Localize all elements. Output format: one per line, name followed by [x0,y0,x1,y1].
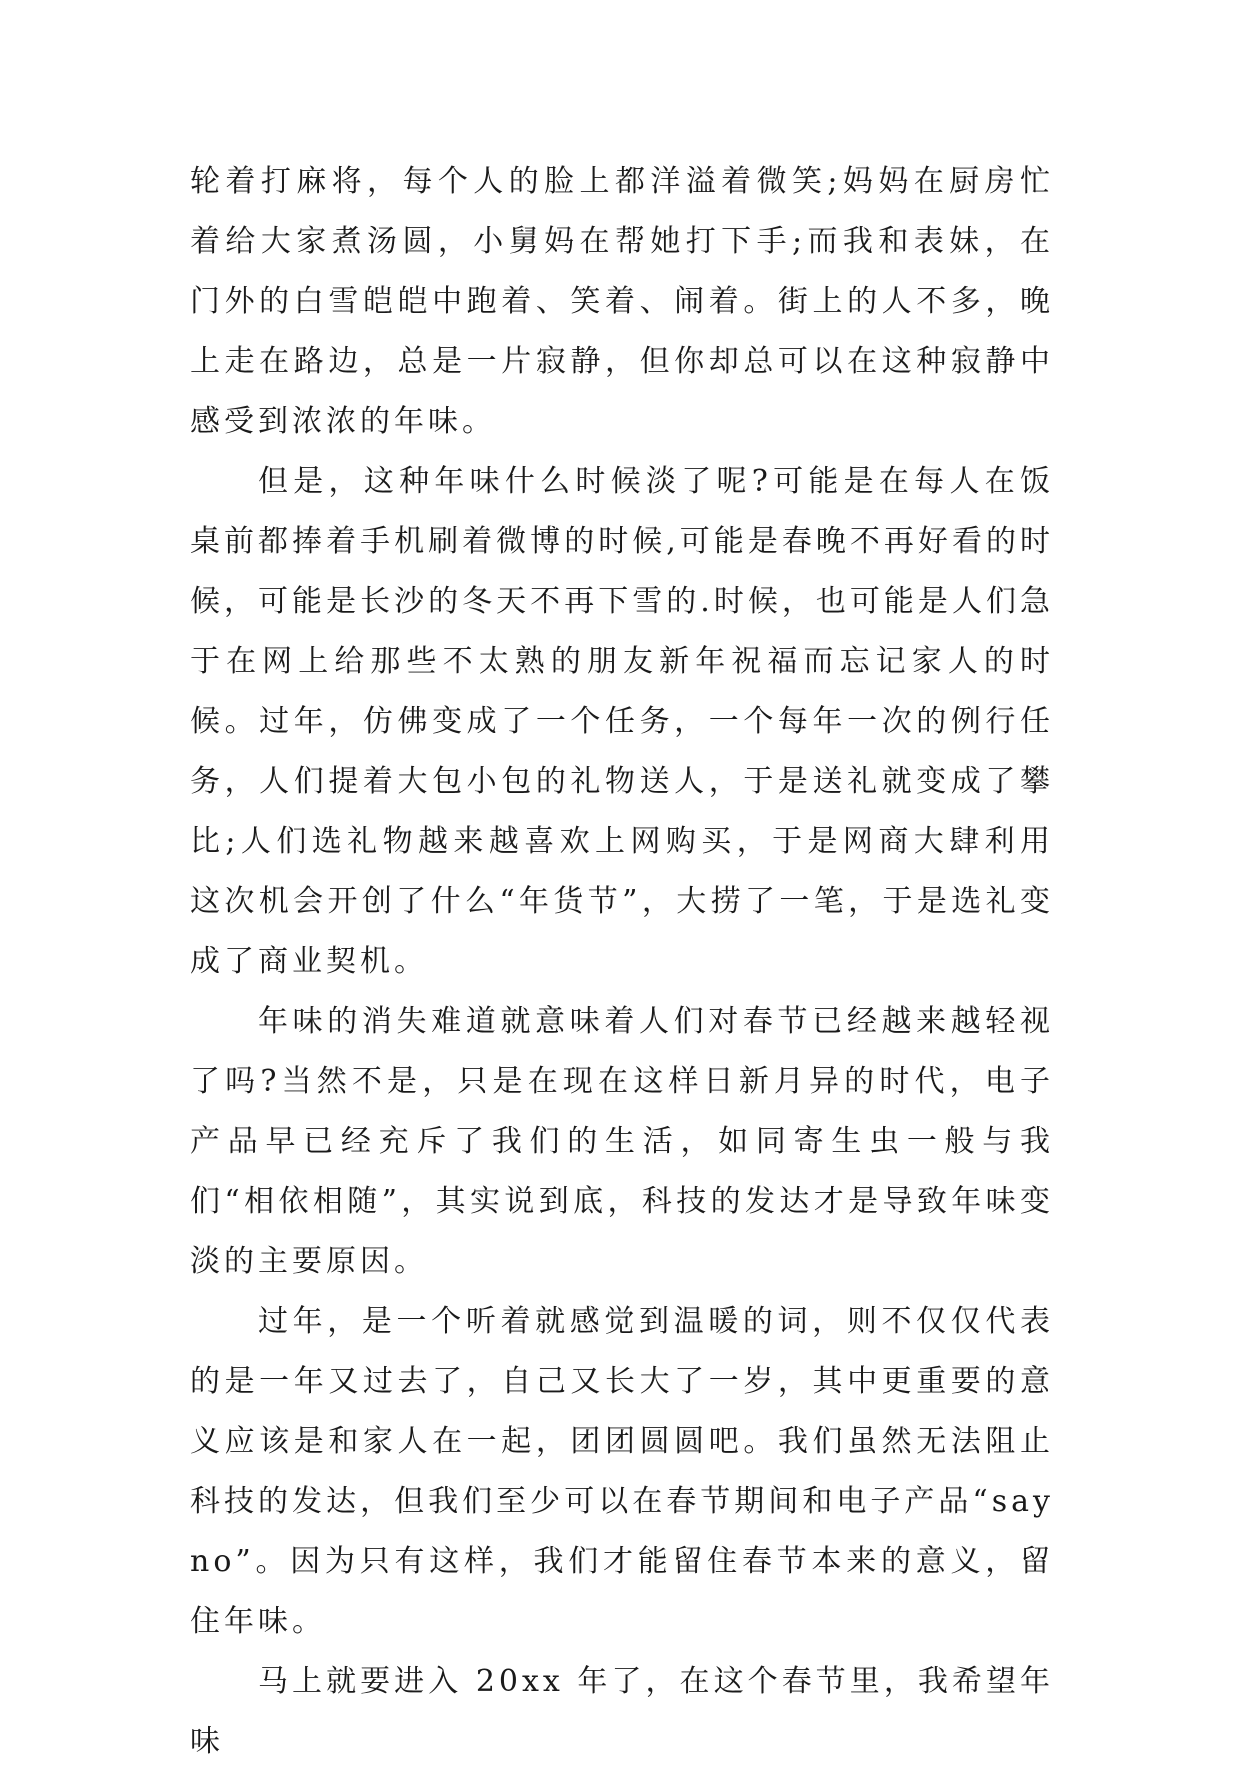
paragraph-5: 马上就要进入 20xx 年了，在这个春节里，我希望年味 [190,1664,1054,1759]
document-body [190,152,1054,1772]
paragraph-4: 过年，是一个听着就感觉到温暖的词，则不仅仅代表的是一年又过去了，自己又长大了一岁，其中更重要的意义应该是和家人在一起，团团圆圆吧。我们虽然无法阻止科技的发达，但我们至少可以在春节期间和电子产品“sayno”。因为只有这样，我们才能留住春节本来的意义，留住年味。 [190,1304,1054,1639]
paragraph-2: 但是，这种年味什么时候淡了呢?可能是在每人在饭桌前都捧着手机刷着微博的时候,可能是春晚不再好看的时候，可能是长沙的冬天不再下雪的.时候，也可能是人们急于在网上给那些不太熟的朋友新年祝福而忘记家人的时候。过年，仿佛变成了一个任务，一个每年一次的例行任务，人们提着大包小包的礼物送人，于是送礼就变成了攀比;人们选礼物越来越喜欢上网购买，于是网商大肆利用这次机会开创了什么“年货节”，大捞了一笔，于是选礼变成了商业契机。 [190,464,1054,979]
paragraph-3: 年味的消失难道就意味着人们对春节已经越来越轻视了吗?当然不是，只是在现在这样日新月异的时代，电子产品早已经充斥了我们的生活，如同寄生虫一般与我们“相依相随”，其实说到底，科技的发达才是导致年味变淡的主要原因。 [190,1004,1054,1279]
paragraph-1: 轮着打麻将，每个人的脸上都洋溢着微笑;妈妈在厨房忙着给大家煮汤圆，小舅妈在帮她打下手;而我和表妹，在门外的白雪皑皑中跑着、笑着、闹着。街上的人不多，晚上走在路边，总是一片寂静，但你却总可以在这种寂静中感受到浓浓的年味。 [190,164,1054,439]
